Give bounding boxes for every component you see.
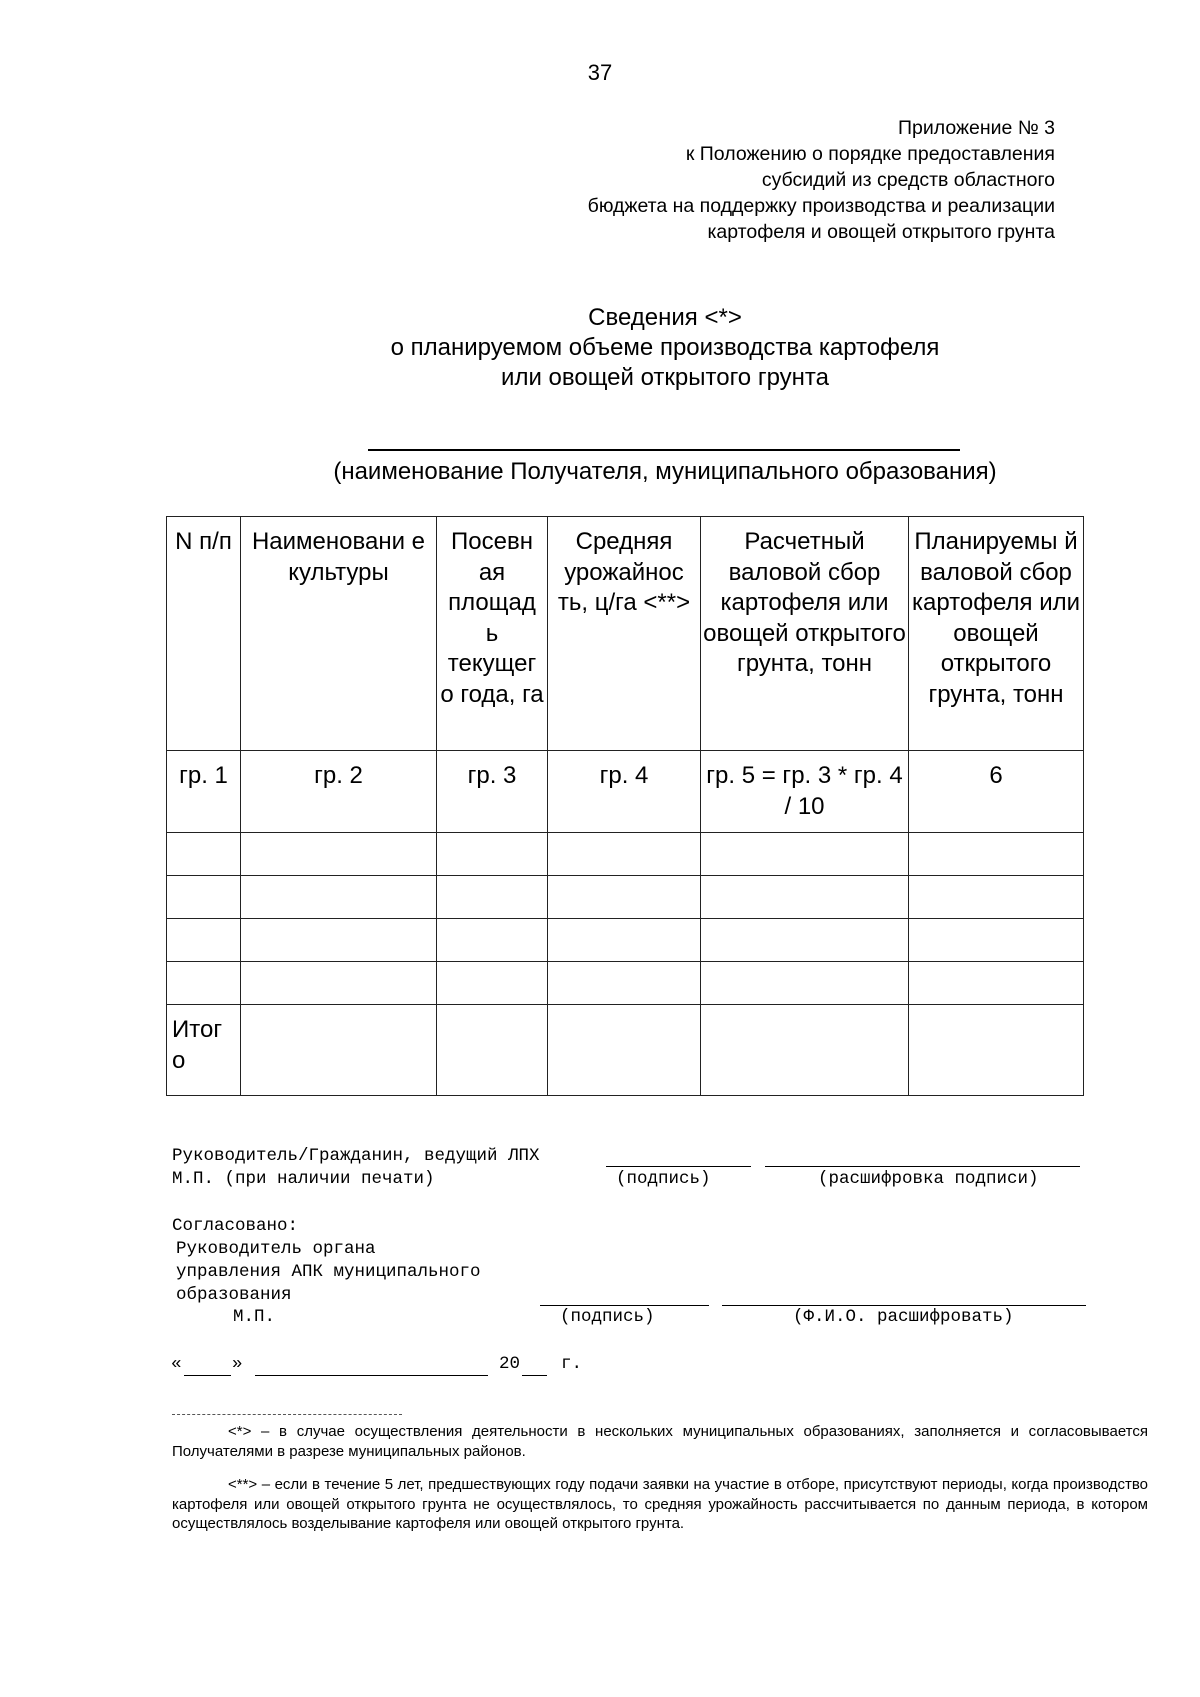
total-label: Итог о — [167, 1005, 241, 1096]
header-cell: Средняя урожайнос ть, ц/га <**> — [548, 517, 701, 751]
table-row — [167, 876, 1084, 919]
empty-cell[interactable] — [701, 919, 909, 962]
empty-cell[interactable] — [241, 876, 437, 919]
column-number-cell: 6 — [909, 751, 1084, 833]
agreed-line: Руководитель органа — [176, 1239, 376, 1259]
empty-cell[interactable] — [437, 919, 548, 962]
empty-cell[interactable] — [701, 962, 909, 1005]
empty-cell[interactable] — [548, 919, 701, 962]
appendix-line: картофеля и овощей открытого грунта — [707, 221, 1055, 243]
empty-cell[interactable] — [167, 962, 241, 1005]
empty-cell[interactable] — [437, 833, 548, 876]
signature-decode-caption: (расшифровка подписи) — [818, 1169, 1039, 1189]
column-number-cell: гр. 3 — [437, 751, 548, 833]
agreed-label: Согласовано: — [172, 1216, 299, 1236]
header-cell: Планируемы й валовой сбор картофеля или овощей открытого грунта, тонн — [909, 517, 1084, 751]
recipient-caption: (наименование Получателя, муниципального образования) — [333, 458, 997, 485]
header-cell: Посевн ая площад ь текущег о года, га — [437, 517, 548, 751]
column-number-cell: гр. 4 — [548, 751, 701, 833]
recipient-name-line — [368, 449, 960, 451]
table-row — [167, 919, 1084, 962]
footnote: <**> – если в течение 5 лет, предшествующих году подачи заявки на участие в отборе, присутствуют периоды, когда производство картофеля или овощей открытого грунта не осуществлялось, то средняя урожайность рассчитывается по данным периода, в котором осуществлялось возделывание картофеля или овощей открытого грунта. — [172, 1476, 1148, 1532]
empty-cell[interactable] — [241, 919, 437, 962]
agreed-line: управления АПК муниципального — [176, 1262, 481, 1282]
empty-cell[interactable] — [167, 919, 241, 962]
date-year-line[interactable] — [522, 1375, 547, 1376]
empty-cell[interactable] — [548, 833, 701, 876]
footnote: <*> – в случае осуществления деятельности в нескольких муниципальных образованиях, заполняется и согласовывается Получателями в разрезе муниципальных районов. — [172, 1423, 1148, 1460]
fio-line[interactable] — [722, 1305, 1086, 1306]
empty-cell[interactable] — [548, 876, 701, 919]
header-cell: N п/п — [167, 517, 241, 751]
title-line: о планируемом объеме производства картофеля — [390, 334, 940, 361]
header-cell: Расчетный валовой сбор картофеля или овощей открытого грунта, тонн — [701, 517, 909, 751]
appendix-header — [588, 115, 1055, 245]
title-line: или овощей открытого грунта — [501, 364, 829, 391]
production-table — [166, 516, 1084, 1096]
empty-cell[interactable] — [909, 962, 1084, 1005]
agreed-line: образования — [176, 1285, 292, 1305]
signature-decode-line[interactable] — [765, 1166, 1080, 1167]
empty-cell[interactable] — [437, 876, 548, 919]
document-title — [0, 303, 1200, 393]
appendix-line: субсидий из средств областного — [761, 169, 1055, 191]
date-month-line[interactable] — [255, 1375, 488, 1376]
signature-line[interactable] — [606, 1166, 751, 1167]
empty-cell[interactable] — [909, 1005, 1084, 1096]
empty-cell[interactable] — [701, 876, 909, 919]
appendix-line: бюджета на поддержку производства и реализации — [587, 195, 1055, 217]
signer-label: Руководитель/Гражданин, ведущий ЛПХ — [172, 1146, 540, 1166]
total-row — [167, 1005, 1084, 1096]
appendix-line: Приложение № 3 — [898, 117, 1055, 139]
stamp-note: М.П. — [233, 1307, 276, 1327]
empty-cell[interactable] — [241, 1005, 437, 1096]
empty-cell[interactable] — [548, 1005, 701, 1096]
column-number-cell: гр. 5 = гр. 3 * гр. 4 / 10 — [701, 751, 909, 833]
column-number-cell: гр. 1 — [167, 751, 241, 833]
column-number-row — [167, 751, 1084, 833]
stamp-note: М.П. (при наличии печати) — [172, 1169, 435, 1189]
empty-cell[interactable] — [909, 876, 1084, 919]
empty-cell[interactable] — [167, 876, 241, 919]
table-row — [167, 833, 1084, 876]
empty-cell[interactable] — [437, 1005, 548, 1096]
table-row — [167, 962, 1084, 1005]
empty-cell[interactable] — [909, 833, 1084, 876]
empty-cell[interactable] — [701, 833, 909, 876]
signature-caption: (подпись) — [616, 1169, 711, 1189]
date-close-quote: » — [232, 1354, 243, 1374]
date-year-suffix: г. — [561, 1354, 583, 1374]
date-open-quote: « — [171, 1354, 182, 1374]
column-number-cell: гр. 2 — [241, 751, 437, 833]
date-year-prefix: 20 — [499, 1354, 521, 1374]
empty-cell[interactable] — [701, 1005, 909, 1096]
empty-cell[interactable] — [548, 962, 701, 1005]
empty-cell[interactable] — [167, 833, 241, 876]
footnote-separator — [172, 1414, 402, 1415]
signature-caption: (подпись) — [560, 1307, 655, 1327]
header-cell: Наименовани е культуры — [241, 517, 437, 751]
empty-cell[interactable] — [909, 919, 1084, 962]
empty-cell[interactable] — [437, 962, 548, 1005]
fio-caption: (Ф.И.О. расшифровать) — [793, 1307, 1014, 1327]
date-day-line[interactable] — [184, 1375, 231, 1376]
page-number: 37 — [587, 60, 613, 85]
title-line: Сведения <*> — [588, 304, 742, 331]
signature-line[interactable] — [540, 1305, 709, 1306]
empty-cell[interactable] — [241, 962, 437, 1005]
appendix-line: к Положению о порядке предоставления — [685, 143, 1055, 165]
empty-cell[interactable] — [241, 833, 437, 876]
table-header-row — [167, 517, 1084, 751]
